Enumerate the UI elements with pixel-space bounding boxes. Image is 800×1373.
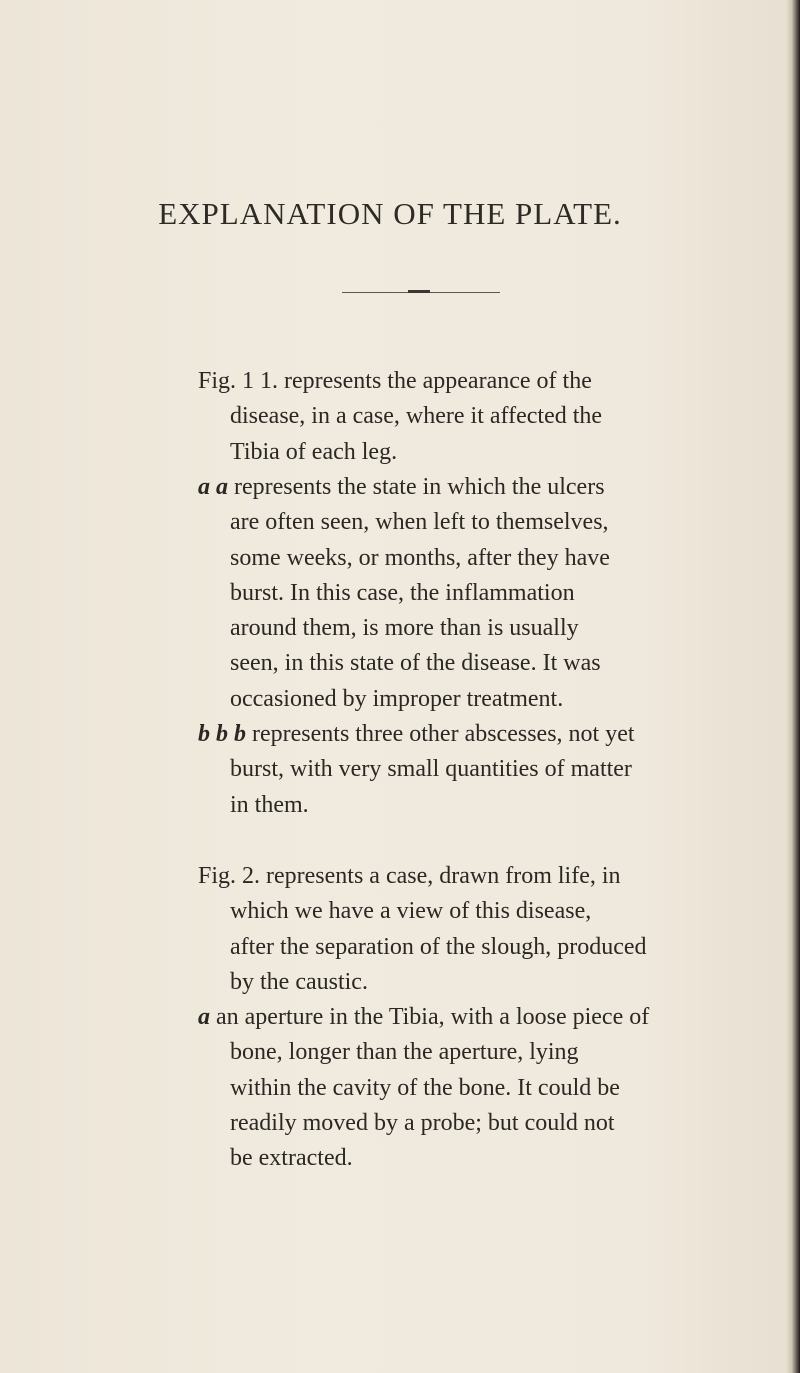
fig2-a-line-5: be extracted. <box>230 1145 353 1172</box>
fig1-a-line-5: around them, is more than is usually <box>230 615 579 642</box>
fig1-b-entry <box>198 717 758 823</box>
fig1-b-marker: b b b <box>198 721 246 747</box>
fig2-a-line-1 <box>198 1000 758 1035</box>
fig1-a-line-2: are often seen, when left to themselves, <box>230 509 609 536</box>
fig1-entry <box>198 364 758 470</box>
fig1-a-marker: a a <box>198 474 228 500</box>
fig1-line-1 <box>198 364 758 399</box>
page-title: EXPLANATION OF THE PLATE. <box>158 196 622 231</box>
title-divider-ornament <box>408 290 430 293</box>
fig1-a-line-4: burst. In this case, the inflammation <box>230 579 575 606</box>
fig2-a-entry <box>198 1000 758 1176</box>
fig2-a-line-2: bone, longer than the aperture, lying <box>230 1039 579 1066</box>
fig1-b-line-3: in them. <box>230 791 309 818</box>
fig2-entry <box>198 859 758 1000</box>
fig1-a-text-1: represents the state in which the ulcers <box>228 474 605 500</box>
fig2-a-marker: a <box>198 1004 210 1030</box>
fig1-a-line-7: occasioned by improper treatment. <box>230 685 564 712</box>
fig1-text-1: represents the appearance of the <box>278 368 592 394</box>
fig2-line-3: after the separation of the slough, produced <box>230 933 647 960</box>
fig2-label: Fig. 2. <box>198 863 261 889</box>
fig1-line-2: disease, in a case, where it affected the <box>230 403 603 430</box>
fig1-a-line-3: some weeks, or months, after they have <box>230 544 610 571</box>
fig1-a-entry <box>198 470 758 717</box>
fig2-line-1 <box>198 859 758 894</box>
fig2-a-line-3: within the cavity of the bone. It could be <box>230 1074 620 1101</box>
fig2-a-line-4: readily moved by a probe; but could not <box>230 1109 615 1136</box>
fig1-line-3: Tibia of each leg. <box>230 438 398 465</box>
fig1-b-text-1: represents three other abscesses, not yet <box>246 721 635 747</box>
fig1-a-line-6: seen, in this state of the disease. It was <box>230 650 601 677</box>
fig1-a-line-1 <box>198 470 758 505</box>
fig2-line-4: by the caustic. <box>230 968 368 995</box>
fig2-a-text-1: an aperture in the Tibia, with a loose piece of <box>210 1004 650 1030</box>
fig1-b-line-2: burst, with very small quantities of matter <box>230 756 632 783</box>
fig2-text-1: represents a case, drawn from life, in <box>260 863 621 889</box>
fig2-line-2: which we have a view of this disease, <box>230 898 592 925</box>
fig1-label: Fig. 1 1. <box>198 368 279 394</box>
fig1-b-line-1 <box>198 717 758 752</box>
